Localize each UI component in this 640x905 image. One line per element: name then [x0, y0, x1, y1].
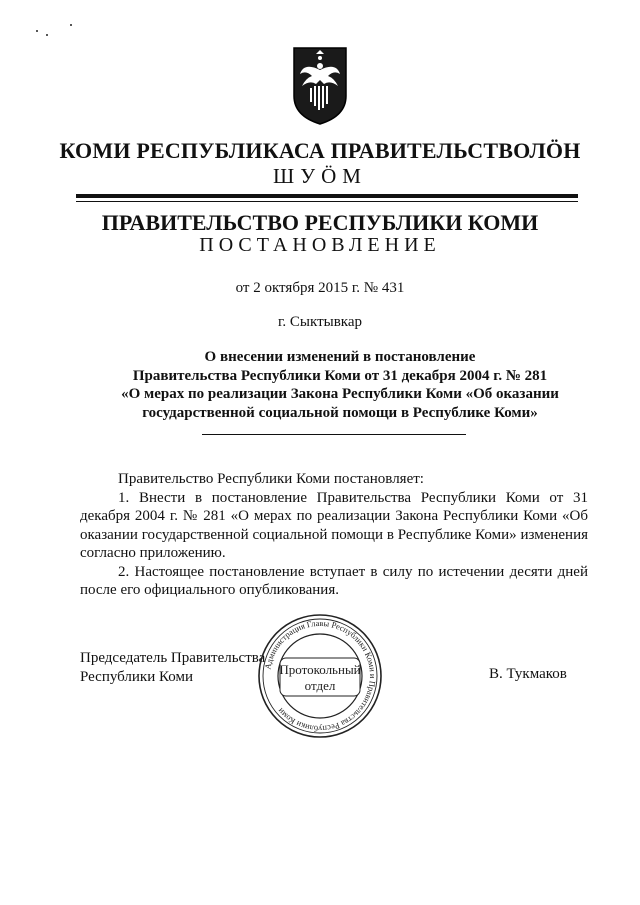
body-paragraph-intro: Правительство Республики Коми постановляет:: [118, 471, 424, 487]
scan-speck: [46, 34, 48, 36]
signatory-position-line: Председатель Правительства: [80, 650, 266, 666]
subject-line: О внесении изменений в постановление: [204, 349, 476, 365]
stamp-center-line: отдел: [304, 678, 336, 693]
decree-date-number: от 2 октября 2015 г. № 431: [235, 280, 405, 296]
signatory-name: В. Тукмаков: [489, 666, 567, 682]
scan-speck: [36, 30, 38, 32]
signatory-position: [80, 649, 265, 686]
decree-city: г. Сыктывкар: [277, 314, 363, 330]
subject-line: «О мерах по реализации Закона Республики Коми «Об оказании: [121, 386, 559, 402]
decree-body: [80, 470, 588, 600]
body-paragraph-item-2: 2. Настоящее постановление вступает в силу по истечении десяти дней после его официального опубликования.: [80, 563, 588, 598]
body-paragraph-item-1: 1. Внести в постановление Правительства Республики Коми от 31 декабря 2004 г. № 281 «О мерах по реализации Закона Республики Коми «Об оказании государственной социальной помощи в Республике Коми» изменения согласно приложению.: [80, 489, 588, 561]
scan-speck: [70, 24, 72, 26]
subject-line: государственной социальной помощи в Республике Коми»: [142, 404, 538, 421]
komi-coat-of-arms-emblem: [292, 46, 348, 126]
subject-line: Правительства Республики Коми от 31 декабря 2004 г. № 281: [132, 367, 548, 384]
decree-subject: [90, 348, 590, 422]
stamp-center-line: Протокольный: [279, 662, 361, 677]
stamp-ring-text: Администрация Главы Республики Коми и Правительства Республики Коми: [263, 618, 378, 734]
header-divider-thin: [76, 201, 578, 202]
decree-word: ПОСТАНОВЛЕНИЕ: [199, 234, 441, 256]
signatory-position-line: Республики Коми: [80, 668, 193, 685]
subject-underline: [202, 434, 466, 435]
komi-government-title: КОМИ РЕСПУБЛИКАСА ПРАВИТЕЛЬСТВОЛÖН: [59, 138, 581, 163]
komi-decree-word: ШУÖМ: [273, 164, 367, 188]
russian-government-title: ПРАВИТЕЛЬСТВО РЕСПУБЛИКИ КОМИ: [101, 210, 539, 235]
official-stamp: [256, 612, 384, 740]
header-divider-thick: [76, 194, 578, 198]
